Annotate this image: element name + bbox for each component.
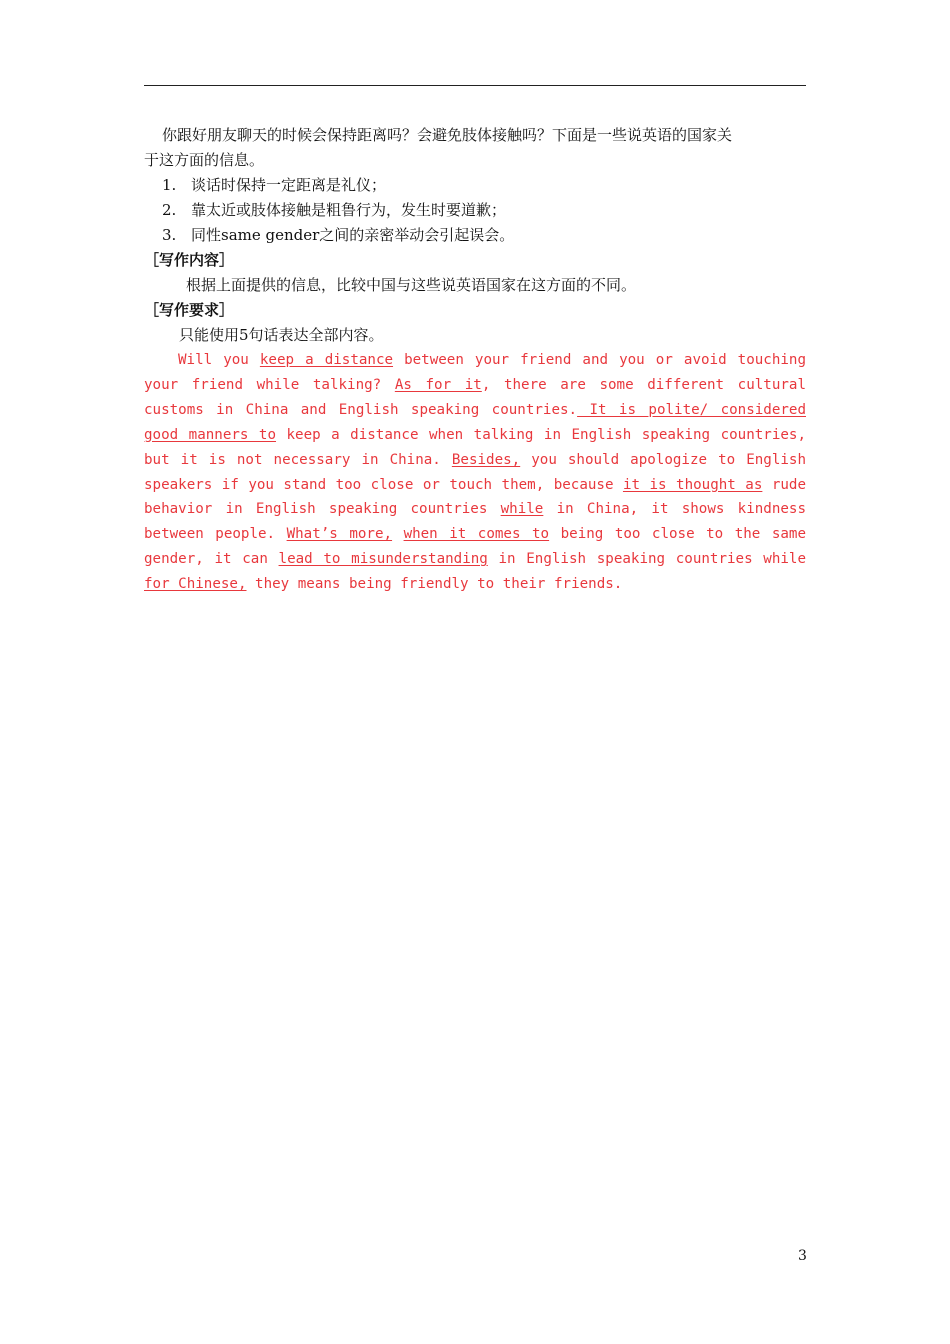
- essay-underlined: As for it: [394, 376, 482, 393]
- essay-text: between your friend and you or avoid touching your friend while talking?: [144, 352, 806, 393]
- content-text: 根据上面提供的信息，比较中国与这些说英语国家在这方面的不同。: [186, 276, 637, 294]
- list-item-number: 3.: [162, 226, 177, 244]
- essay-underlined: for Chinese,: [144, 576, 247, 593]
- essay-text: being too close to the same gender, it can: [144, 526, 807, 568]
- list-item-text: 谈话时保持一定距离是礼仪；: [191, 176, 387, 194]
- list-item: [144, 223, 806, 248]
- essay-underlined: keep a distance: [259, 352, 394, 368]
- list-item-number: 2.: [162, 201, 177, 219]
- intro-line-1: 你跟好朋友聊天的时候会保持距离吗？会避免肢体接触吗？下面是一些说英语的国家关: [162, 126, 733, 144]
- essay-text: in China, it shows kindness between people.: [144, 501, 807, 543]
- page-number: 3: [798, 1248, 807, 1264]
- essay-text: rude behavior in English speaking countries: [144, 476, 806, 518]
- list-item-text: 同性same gender之间的亲密举动会引起误会。: [191, 226, 515, 244]
- essay-underlined: lead to misunderstanding: [278, 551, 488, 568]
- intro-line-2: 于这方面的信息。: [144, 151, 265, 169]
- essay-answer: [144, 348, 806, 597]
- essay-text: you should apologize to English speakers if you stand too close or touch them, because: [144, 451, 806, 493]
- essay-underlined: What’s more,: [286, 526, 393, 543]
- list-item: [144, 173, 806, 198]
- list-item: [144, 198, 806, 223]
- essay-underlined: It is polite/ considered good manners to: [144, 401, 806, 443]
- essay-text: keep a distance when talking in English speaking countries, but it is not necessary in China.: [144, 426, 806, 468]
- header-rule: [144, 85, 806, 86]
- essay-underlined: Besides,: [451, 451, 521, 468]
- essay-underlined: it is thought as: [622, 476, 763, 493]
- essay-text: [392, 526, 404, 542]
- list-item-text: 靠太近或肢体接触是粗鲁行为，发生时要道歉；: [191, 201, 507, 219]
- essay-text: , there are some different cultural customs in China and English speaking countries.: [144, 376, 807, 418]
- essay-text: they means being friendly to their friends.: [246, 576, 623, 593]
- requirement-text: 只能使用5句话表达全部内容。: [179, 326, 384, 344]
- document-body: [144, 123, 806, 597]
- essay-text: Will you: [178, 352, 260, 368]
- essay-underlined: when it comes to: [403, 526, 550, 543]
- list-item-number: 1.: [162, 176, 177, 194]
- requirement-heading: ［写作要求］: [144, 301, 235, 319]
- essay-text: in English speaking countries while: [487, 551, 807, 568]
- essay-underlined: while: [500, 501, 544, 518]
- content-heading: ［写作内容］: [144, 251, 235, 269]
